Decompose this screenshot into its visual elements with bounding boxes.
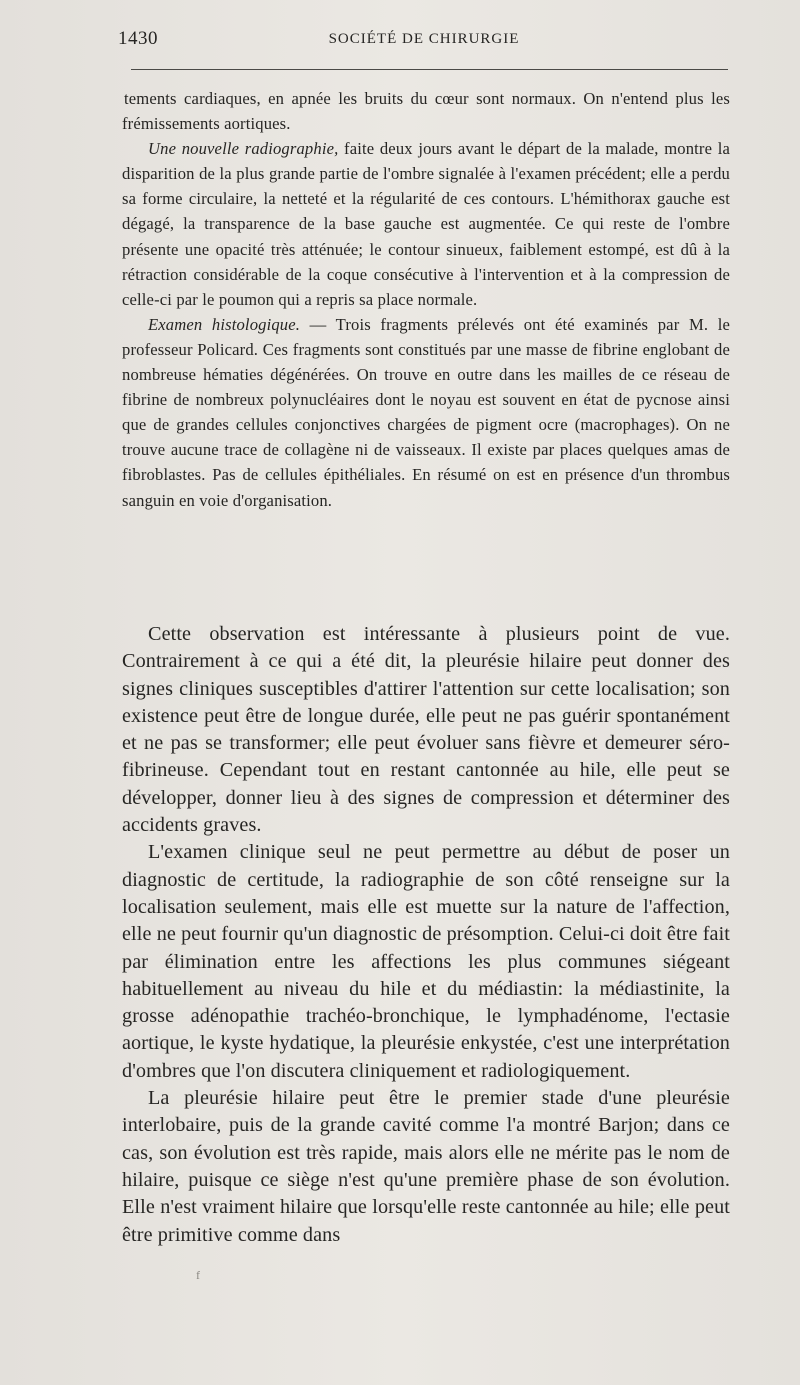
paragraph-histology xyxy=(122,312,730,513)
discussion-text xyxy=(122,621,730,1249)
paragraph-radiography xyxy=(122,136,730,312)
header-rule xyxy=(131,69,728,70)
page-number: 1430 xyxy=(118,28,158,49)
radiography-heading: Une nouvelle radiographie, xyxy=(148,139,339,159)
histology-text: — Trois fragments prélevés ont été examinés par M. le professeur Policard. Ces fragments sont constitués par une masse de fibrine englobant de nombreuse hématies dégénérées. On trouve en outre dans les mailles de ce réseau de fibrine de nombreux polynucléaires dont le noyau est souvent en état de pycnose ainsi que de grandes cellules conjonctives chargées de pigment ocre (macrophages). On ne trouve aucune trace de collagène ni de vaisseaux. Il existe par places quelques amas de fibroblastes. Pas de cellules épithéliales. En résumé on est en présence d'un thrombus sanguin en voie d'organisation. xyxy=(122,314,730,510)
paragraph-cardiac-findings: tements cardiaques, en apnée les bruits du cœur sont normaux. On n'entend plus les frémissements aortiques. xyxy=(122,89,730,134)
paragraph-discussion-diagnosis: L'examen clinique seul ne peut permettre au début de poser un diagnostic de certitude, la radiographie de son côté renseigne sur la localisation seulement, mais elle est muette sur la nature de l'affection, elle ne peut fournir qu'un diagnostic de présomption. Celui-ci doit être fait par élimination entre les affections les plus communes siégeant habituellement au niveau du hile et du médiastin: la médiastinite, la grosse adénopathie trachéo-bronchique, le lymphadénome, l'ectasie aortique, le kyste hydatique, la pleurésie enkystée, c'est une interprétation d'ombres que l'on discutera cliniquement et radiologiquement. xyxy=(122,841,730,1082)
histology-heading: Examen histologique. xyxy=(148,314,301,334)
case-report-text xyxy=(122,86,730,513)
paragraph-discussion-interest: Cette observation est intéressante à plusieurs point de vue. Contrairement à ce qui a été dit, la pleurésie hilaire peut donner des signes cliniques susceptibles d'attirer l'attention sur cette localisation; son existence peut être de longue durée, elle peut ne pas guérir spontanément et ne pas se transformer; elle peut évoluer sans fièvre et demeurer séro-fibrineuse. Cependant tout en restant cantonnée au hile, elle peut se développer, donner lieu à des signes de compression et déterminer des accidents graves. xyxy=(122,623,730,837)
page-header xyxy=(118,28,730,58)
paragraph-discussion-evolution: La pleurésie hilaire peut être le premier stade d'une pleurésie interlobaire, puis de la grande cavité comme l'a montré Barjon; dans ce cas, son évolution est très rapide, mais alors elle ne mérite pas le nom de hilaire, puisque ce siège n'est qu'une première phase de son évolution. Elle n'est vraiment hilaire que lorsqu'elle reste cantonnée au hile; elle peut être primitive comme dans xyxy=(122,1087,730,1246)
radiography-text: faite deux jours avant le départ de la malade, montre la disparition de la plus grande partie de l'ombre signalée à l'examen précédent; elle a perdu sa forme circulaire, la netteté et la régularité de ces contours. L'hémithorax gauche est dégagé, la transparence de la base gauche est augmentée. Ce qui reste de l'ombre présente une opacité très atténuée; le contour sinueux, faiblement estompé, est dû à la rétraction considérable de la coque consécutive à l'intervention et à la compression de celle-ci par le poumon qui a repris sa place normale. xyxy=(122,139,730,309)
footer-mark: f xyxy=(196,1268,200,1282)
running-title: SOCIÉTÉ DE CHIRURGIE xyxy=(328,31,520,47)
